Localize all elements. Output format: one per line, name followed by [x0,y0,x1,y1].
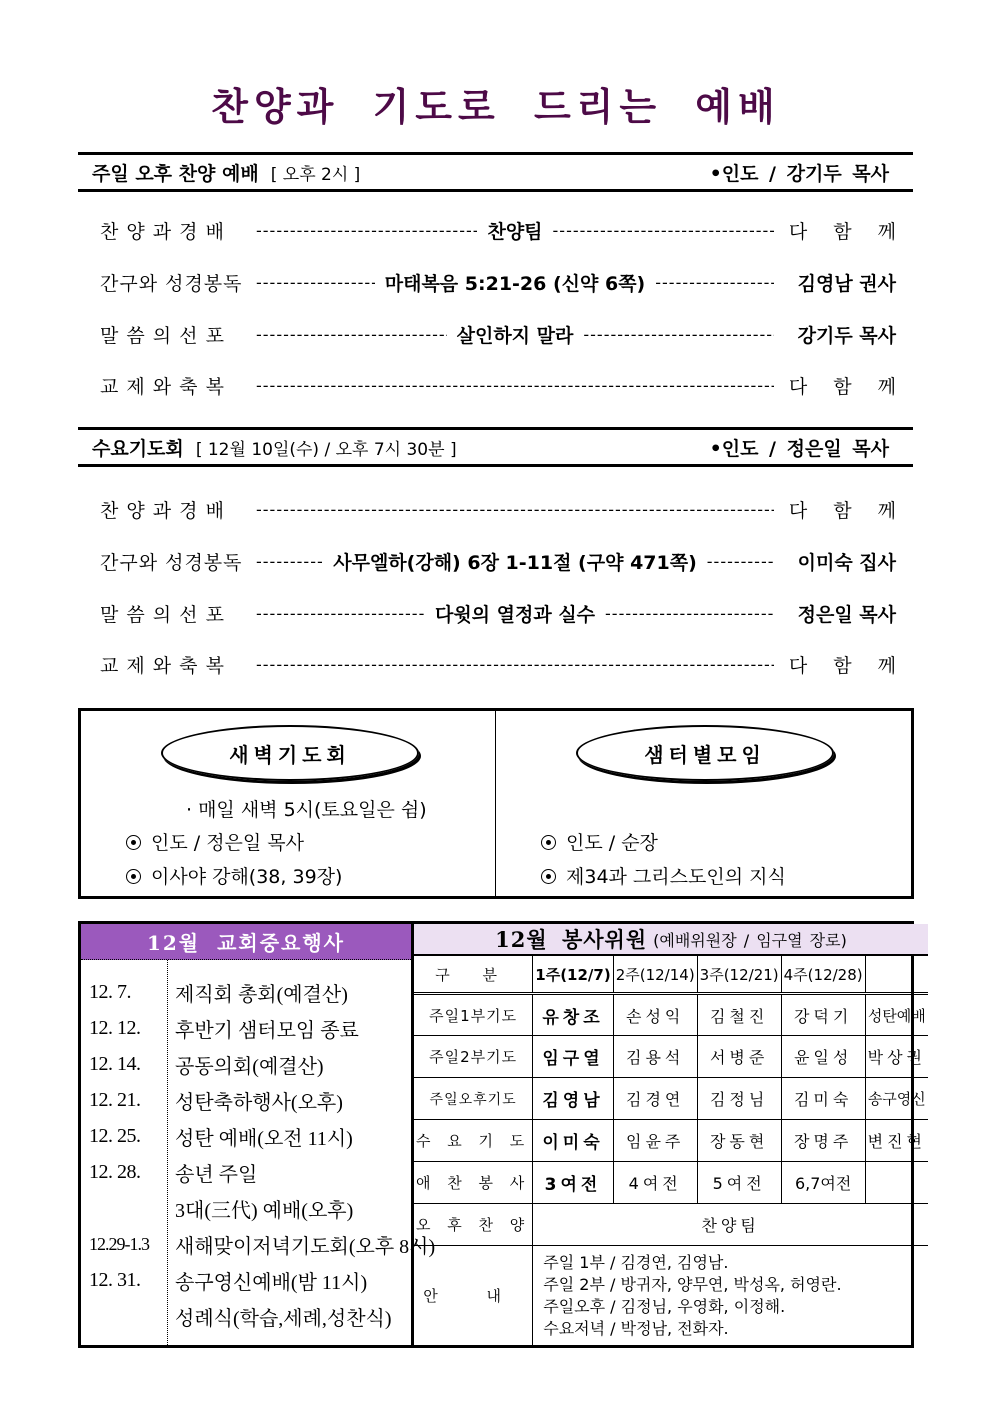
duty-cell: 이미숙 [533,1120,613,1162]
dash-leader [553,221,774,240]
duty-row-label: 주일오후기도 [414,1078,533,1120]
afternoon-praise-row [414,1204,928,1246]
sunday-service-leader: •인도 / 강기두 목사 [709,162,889,185]
sunday-service-title: 주일 오후 찬양 예배 [92,162,259,185]
meetings-box [78,708,914,899]
duty-cell [865,1162,928,1204]
cell-meeting-item [541,828,658,855]
order-label: 찬 양 과 경 배 [100,220,225,243]
sunday-service-header [78,152,913,192]
duty-row-label: 수 요 기 도 [414,1120,533,1162]
event-date: 12.29-1.3 [89,1233,149,1254]
bullet-circle-icon [126,869,141,884]
duty-cell: 김경연 [613,1078,697,1120]
order-label: 간구와 성경봉독 [100,551,243,574]
event-date: 12. 25. [89,1124,141,1147]
order-label: 찬 양 과 경 배 [100,499,225,522]
duty-cell: 손성익 [613,994,697,1036]
dash-leader [256,273,375,292]
cell-meeting-item [541,862,786,889]
duty-cell: 윤일성 [781,1036,865,1078]
wednesday-order-row [100,494,896,524]
event-text: 후반기 샘터모임 종료 [175,1019,359,1042]
duty-subtitle: (예배위원장 / 임구열 장로) [653,930,847,950]
duty-row [414,1162,928,1204]
header-cell [865,956,928,994]
order-label: 교 제 와 축 복 [100,654,225,677]
event-row [81,1298,411,1334]
dash-leader [605,604,774,623]
duty-cell: 강덕기 [781,994,865,1036]
notice-row [414,1246,928,1346]
duty-cell: 김철진 [697,994,781,1036]
item-text: 제34과 그리스도인의 지식 [566,866,786,888]
duty-cell: 3여전 [533,1162,613,1204]
duty-cell: 김영남 [533,1078,613,1120]
event-row [81,1046,411,1082]
order-content: 다윗의 열정과 실수 [434,603,596,626]
bottom-section [78,921,926,1348]
afternoon-praise-value: 찬양팀 [533,1204,928,1246]
item-text: 인도 / 정은일 목사 [151,832,304,854]
dawn-prayer-panel [81,711,496,896]
cell-meeting-panel [496,711,911,896]
order-who: 다 함 께 [788,499,896,522]
item-text: 인도 / 순장 [566,832,658,854]
order-content: 살인하지 말라 [456,324,574,347]
duty-cell: 송구영신 [865,1078,928,1120]
duty-cell: 4여전 [613,1162,697,1204]
event-text: 송구영신예배(밤 11시) [175,1271,368,1294]
order-who: 다 함 께 [788,375,896,398]
sunday-order-row [100,267,896,297]
order-content: 사무엘하(강해) 6장 1-11절 (구약 471쪽) [333,551,697,574]
event-row [81,1226,436,1262]
event-text: 성례식(학습,세례,성찬식) [175,1307,392,1330]
duty-cell: 임윤주 [613,1120,697,1162]
event-row [81,1010,411,1046]
duty-cell: 5여전 [697,1162,781,1204]
event-date: 12. 14. [89,1052,141,1075]
duty-row-label: 주일1부기도 [414,994,533,1036]
event-date: 12. 12. [89,1016,141,1039]
event-row [81,974,411,1010]
event-date: 12. 21. [89,1088,141,1111]
sunday-order-row [100,215,896,245]
order-content: 마태복음 5:21-26 (신약 6쪽) [384,272,646,295]
duty-cell: 변진현 [865,1120,928,1162]
duty-row [414,1036,928,1078]
event-row [81,1118,411,1154]
duty-row [414,994,928,1036]
duty-cell: 장명주 [781,1120,865,1162]
event-text: 3대(三代) 예배(오후) [175,1199,354,1222]
duty-cell: 김정님 [697,1078,781,1120]
duty-cell: 장동현 [697,1120,781,1162]
dash-leader [256,552,323,571]
duty-title: 12월 봉사위원 [495,927,648,952]
header-cell: 구 분 [414,956,533,994]
dash-leader [256,655,774,674]
sunday-order-row [100,370,896,400]
item-text: 이사야 강해(38, 39장) [151,866,343,888]
bullet-circle-icon [541,835,556,850]
wednesday-service-leader: •인도 / 정은일 목사 [709,437,889,460]
event-text: 새해맞이저녁기도회(오후 8시) [175,1235,436,1258]
order-label: 간구와 성경봉독 [100,272,243,295]
order-who: 강기두 목사 [797,324,896,347]
duty-cell: 성탄예배 [865,994,928,1036]
wednesday-service-time: [ 12월 10일(수) / 오후 7시 30분 ] [195,439,457,460]
dawn-prayer-item [126,862,342,889]
header-cell: 1주(12/7) [533,956,613,994]
duty-row [414,1120,928,1162]
duty-panel [414,924,928,1345]
event-text: 제직회 총회(예결산) [175,983,348,1006]
page-title: 찬양과 기도로 드리는 예배 [211,85,781,129]
order-who: 이미숙 집사 [797,551,897,574]
duty-cell: 유창조 [533,994,613,1036]
wednesday-order-row [100,598,896,628]
duty-row [414,1078,928,1120]
duty-cell: 박상권 [865,1036,928,1078]
event-row [81,1262,411,1298]
wednesday-order-row [100,546,896,576]
order-content: 찬양팀 [487,220,543,243]
notice-label: 안 내 [414,1246,533,1346]
dawn-prayer-note: · 매일 새벽 5시(토요일은 쉼) [186,799,427,821]
notice-line: 수요저녁 / 박정남, 전화자. [543,1318,729,1338]
wednesday-service-header [78,427,913,467]
dash-leader [256,221,477,240]
dash-leader [256,604,425,623]
header-cell: 3주(12/21) [697,956,781,994]
notice-content [533,1246,928,1346]
duty-table-header [414,956,928,994]
event-text: 성탄축하행사(오후) [175,1091,343,1114]
dash-leader [583,325,774,344]
header-cell: 2주(12/14) [613,956,697,994]
dash-leader [256,325,447,344]
notice-line: 주일오후 / 김정님, 우영화, 이정해. [543,1296,786,1316]
afternoon-praise-label: 오 후 찬 양 [414,1204,533,1246]
bullet-circle-icon [541,869,556,884]
event-text: 성탄 예배(오전 11시) [175,1127,353,1150]
dawn-prayer-title: 새벽기도회 [161,725,419,781]
events-list [81,960,436,1334]
order-who: 다 함 께 [788,654,896,677]
wednesday-service-title: 수요기도회 [92,437,184,460]
duty-cell: 서병준 [697,1036,781,1078]
duty-table [414,955,928,1346]
event-row [81,1082,411,1118]
events-title: 12월 교회중요행사 [81,924,411,960]
header-cell: 4주(12/28) [781,956,865,994]
order-label: 말 씀 의 선 포 [100,603,225,626]
event-text: 공동의회(예결산) [175,1055,324,1078]
cell-meeting-title: 샘터별모임 [576,725,834,781]
order-label: 교 제 와 축 복 [100,375,225,398]
event-date: 12. 31. [89,1268,141,1291]
duty-row-label: 애 찬 봉 사 [414,1162,533,1204]
duty-cell: 6,7여전 [781,1162,865,1204]
duty-row-label: 주일2부기도 [414,1036,533,1078]
sunday-service-time: [ 오후 2시 ] [270,164,361,185]
event-date: 12. 7. [89,980,131,1003]
event-row [81,1154,411,1190]
order-label: 말 씀 의 선 포 [100,324,225,347]
event-date: 12. 28. [89,1160,141,1183]
order-who: 김영남 권사 [797,272,896,295]
dash-leader [256,500,774,519]
notice-line: 주일 1부 / 김경연, 김영남. [543,1252,729,1272]
bullet-circle-icon [126,835,141,850]
sunday-order-row [100,319,896,349]
notice-line: 주일 2부 / 방귀자, 양무연, 박성옥, 허영란. [543,1274,842,1294]
dash-leader [707,552,774,571]
dawn-prayer-item [126,828,304,855]
dash-leader [655,273,774,292]
order-who: 다 함 께 [788,220,896,243]
duty-cell: 임구열 [533,1036,613,1078]
wednesday-order-row [100,649,896,679]
events-panel [81,924,436,1345]
event-text: 송년 주일 [175,1163,258,1186]
dash-leader [256,376,774,395]
duty-header [414,924,928,955]
duty-cell: 김미숙 [781,1078,865,1120]
event-row [81,1190,411,1226]
duty-cell: 김용석 [613,1036,697,1078]
order-who: 정은일 목사 [797,603,896,626]
